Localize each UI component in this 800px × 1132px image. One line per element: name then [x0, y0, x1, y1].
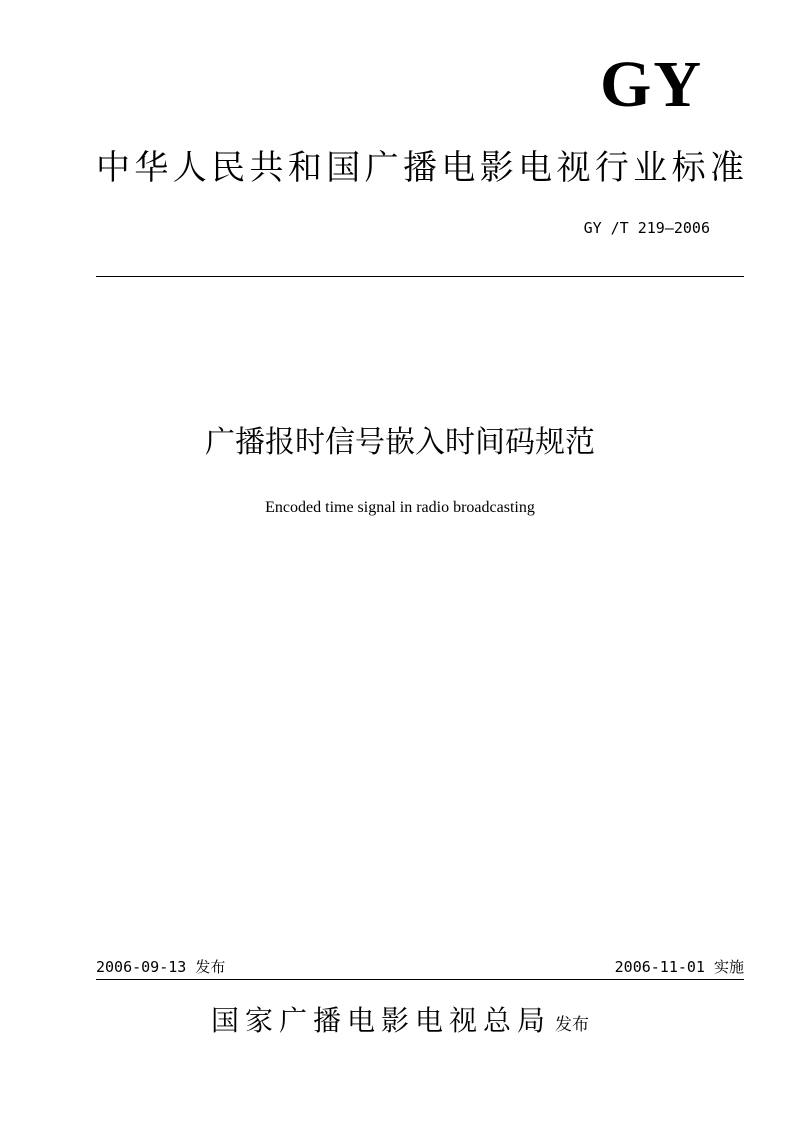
standard-number: GY /T 219—2006: [583, 219, 710, 237]
publisher-line: [0, 1004, 800, 1042]
publisher-name: 国家广播电影电视总局: [210, 1004, 551, 1037]
implementation-date-line: [615, 957, 744, 977]
implementation-label: 实施: [713, 958, 744, 976]
standard-logo: GY: [600, 48, 703, 121]
footer-divider: [96, 979, 744, 980]
issue-label: 发布: [195, 958, 226, 976]
issue-date-line: [96, 957, 225, 977]
standard-category: 中华人民共和国广播电影电视行业标准: [96, 148, 744, 188]
header-divider: [96, 276, 744, 277]
issue-date: 2006-09-13: [96, 958, 187, 976]
implementation-date: 2006-11-01: [614, 958, 705, 976]
publish-label: 发布: [555, 1015, 589, 1035]
document-title: 广播报时信号嵌入时间码规范: [205, 425, 595, 460]
document-title-english: Encoded time signal in radio broadcasting: [265, 499, 535, 516]
